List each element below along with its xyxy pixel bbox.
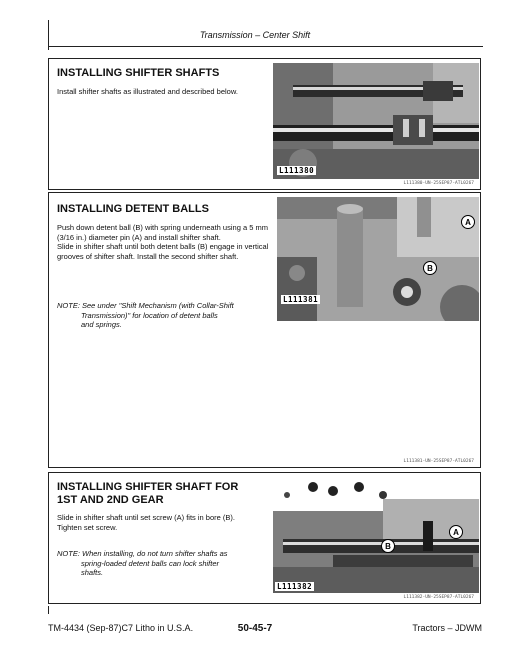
note-line: NOTE: When installing, do not turn shifter shafts as bbox=[57, 549, 228, 558]
figure-caption: L111381-UN-25SEP87-ATL0267 bbox=[403, 459, 474, 464]
callout-b: B bbox=[381, 539, 395, 553]
margin-rule-top bbox=[48, 20, 49, 50]
section-installing-shifter-shaft-1st-2nd-gear bbox=[48, 472, 481, 604]
shifter-shafts-illustration bbox=[273, 63, 479, 179]
shifter-shafts-photo bbox=[273, 63, 479, 179]
body-paragraph: Tighten set screw. bbox=[57, 522, 118, 532]
figure-tag: L111382 bbox=[277, 582, 313, 591]
figure-caption: L111380-UN-25SEP87-ATL0267 bbox=[403, 181, 474, 186]
footer-publication: TM-4434 (Sep-87)C7 Litho in U.S.A. bbox=[48, 623, 194, 633]
figure-tag: L111380 bbox=[279, 166, 315, 175]
body-paragraph: Install shifter shafts as illustrated and described below. bbox=[57, 87, 238, 96]
section-body bbox=[57, 513, 269, 532]
note-line: spring-loaded detent balls can lock shifter bbox=[81, 558, 219, 568]
section-title: INSTALLING SHIFTER SHAFTS bbox=[57, 67, 220, 79]
callout-b: B bbox=[423, 261, 437, 275]
shifter-shaft-gear-photo bbox=[273, 481, 479, 593]
margin-rule-bottom bbox=[48, 606, 49, 614]
body-paragraph: Slide in shifter shaft until both detent balls (B) engage in vertical grooves of shifter shaft. Install the second shifter shaft. bbox=[57, 242, 269, 261]
title-line: 1ST AND 2ND GEAR bbox=[57, 494, 164, 506]
footer-page-number: 50-45-7 bbox=[237, 623, 273, 634]
body-paragraph: Slide in shifter shaft until set screw (A) fits in bore (B). bbox=[57, 513, 235, 522]
section-installing-detent-balls bbox=[48, 192, 481, 468]
note-line: NOTE: See under "Shift Mechanism (with Collar-Shift bbox=[57, 301, 234, 310]
note-line: and springs. bbox=[81, 320, 122, 329]
body-paragraph: Push down detent ball (B) with spring underneath using a 5 mm (3/16 in.) diameter pin (A) and install shifter shaft. bbox=[57, 223, 268, 242]
callout-a: A bbox=[449, 525, 463, 539]
note-block bbox=[57, 549, 269, 578]
section-body bbox=[57, 87, 269, 97]
note-line: shafts. bbox=[81, 568, 104, 577]
note-block bbox=[57, 301, 269, 330]
section-title bbox=[57, 481, 238, 507]
detent-balls-photo bbox=[277, 197, 479, 321]
callout-a: A bbox=[461, 215, 475, 229]
title-line: INSTALLING SHIFTER SHAFT FOR bbox=[57, 481, 239, 493]
section-title: INSTALLING DETENT BALLS bbox=[57, 203, 209, 215]
note-line: Transmission)" for location of detent balls bbox=[81, 310, 218, 320]
footer-product: Tractors – JDWM bbox=[412, 623, 482, 633]
header-title: Transmission – Center Shift bbox=[199, 30, 311, 40]
figure-caption: L111382-UN-25SEP87-ATL0267 bbox=[403, 595, 474, 600]
section-installing-shifter-shafts bbox=[48, 58, 481, 190]
figure-tag: L111381 bbox=[283, 295, 319, 304]
header-rule bbox=[48, 46, 483, 47]
shifter-shaft-gear-illustration bbox=[273, 481, 479, 593]
section-body bbox=[57, 223, 269, 261]
